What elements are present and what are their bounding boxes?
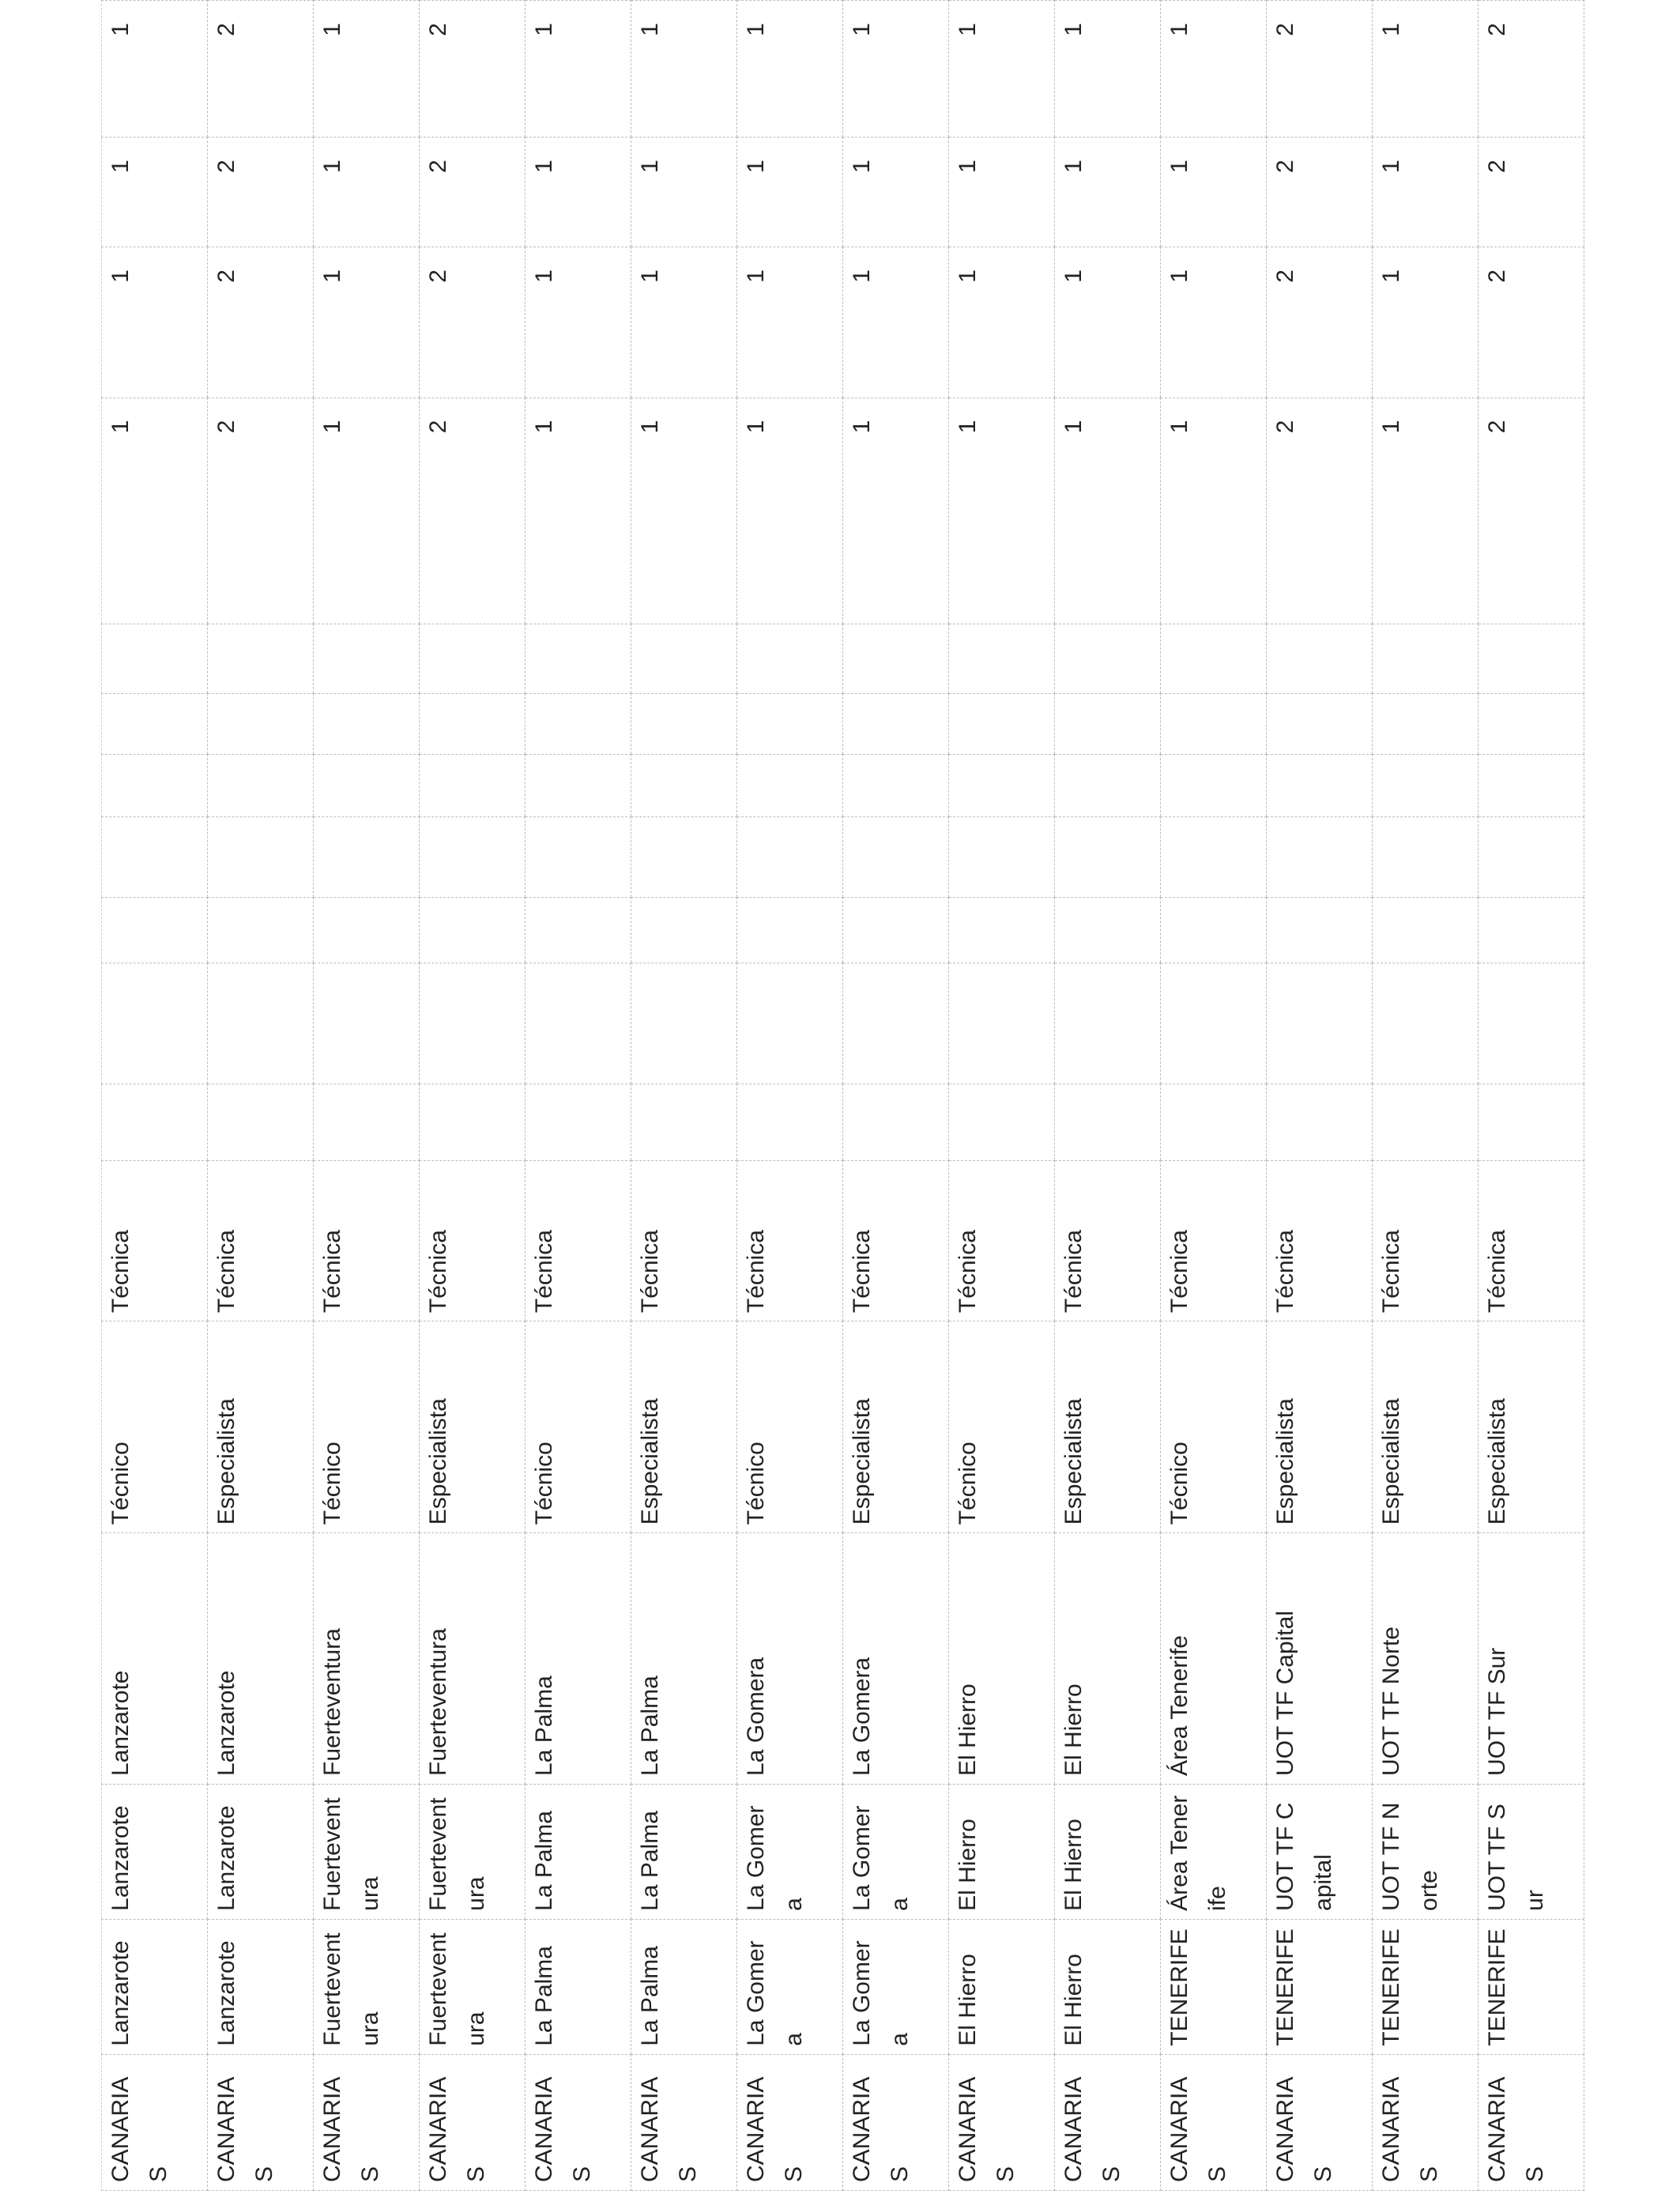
- type-cell: Técnica: [737, 1160, 843, 1321]
- empty-cell: [420, 963, 525, 1084]
- unit-cell: Área Tenerife: [1161, 1533, 1267, 1785]
- empty-cell: [1478, 624, 1584, 693]
- category-cell: Especialista: [1478, 1321, 1584, 1533]
- empty-cell: [1267, 897, 1373, 963]
- unit-cell: UOT TF Capital: [1267, 1533, 1373, 1785]
- unit-cell: UOT TF Norte: [1373, 1533, 1478, 1785]
- empty-cell: [102, 1084, 208, 1160]
- value-cell-4: 1: [1055, 1, 1161, 138]
- empty-cell: [420, 1084, 525, 1160]
- unit-cell: La Palma: [525, 1533, 631, 1785]
- empty-cell: [1055, 693, 1161, 754]
- table-row: [737, 1, 843, 2191]
- value-cell-2: 1: [1373, 247, 1478, 398]
- value-cell-3: 2: [208, 138, 314, 247]
- empty-cell: [1478, 963, 1584, 1084]
- empty-cell: [1267, 754, 1373, 817]
- table-row: [420, 1, 525, 2191]
- empty-cell: [843, 1084, 949, 1160]
- value-cell-3: 2: [420, 138, 525, 247]
- area-cell: Fuerteventura: [420, 1784, 525, 1919]
- unit-cell: La Palma: [631, 1533, 737, 1785]
- empty-cell: [631, 624, 737, 693]
- empty-cell: [1478, 1084, 1584, 1160]
- empty-cell: [843, 754, 949, 817]
- category-cell: Técnico: [102, 1321, 208, 1533]
- empty-cell: [102, 693, 208, 754]
- type-cell: Técnica: [1373, 1160, 1478, 1321]
- island-cell: Lanzarote: [102, 1919, 208, 2054]
- empty-cell: [631, 897, 737, 963]
- empty-cell: [102, 897, 208, 963]
- empty-cell: [1373, 897, 1478, 963]
- value-cell-3: 1: [102, 138, 208, 247]
- region-cell: CANARIAS: [102, 2054, 208, 2190]
- empty-cell: [1373, 817, 1478, 897]
- empty-cell: [420, 817, 525, 897]
- empty-cell: [420, 693, 525, 754]
- value-cell-2: 2: [1267, 247, 1373, 398]
- empty-cell: [314, 624, 420, 693]
- value-cell-4: 2: [208, 1, 314, 138]
- empty-cell: [737, 897, 843, 963]
- empty-cell: [525, 624, 631, 693]
- area-cell: La Palma: [631, 1784, 737, 1919]
- area-cell: El Hierro: [1055, 1784, 1161, 1919]
- empty-cell: [843, 963, 949, 1084]
- empty-cell: [1373, 693, 1478, 754]
- empty-cell: [631, 754, 737, 817]
- value-cell-1: 1: [1055, 398, 1161, 624]
- area-cell: Fuerteventura: [314, 1784, 420, 1919]
- type-cell: Técnica: [102, 1160, 208, 1321]
- value-cell-4: 1: [843, 1, 949, 138]
- region-cell: CANARIAS: [1055, 2054, 1161, 2190]
- area-cell: UOT TF Capital: [1267, 1784, 1373, 1919]
- type-cell: Técnica: [1478, 1160, 1584, 1321]
- area-cell: Lanzarote: [102, 1784, 208, 1919]
- value-cell-1: 2: [1478, 398, 1584, 624]
- table-row: [1478, 1, 1584, 2191]
- empty-cell: [1055, 754, 1161, 817]
- unit-cell: La Gomera: [843, 1533, 949, 1785]
- empty-cell: [1267, 1084, 1373, 1160]
- region-cell: CANARIAS: [1161, 2054, 1267, 2190]
- island-cell: La Palma: [525, 1919, 631, 2054]
- value-cell-4: 2: [1478, 1, 1584, 138]
- island-cell: La Gomera: [737, 1919, 843, 2054]
- region-cell: CANARIAS: [1478, 2054, 1584, 2190]
- table-row: [949, 1, 1055, 2191]
- empty-cell: [737, 1084, 843, 1160]
- unit-cell: UOT TF Sur: [1478, 1533, 1584, 1785]
- region-cell: CANARIAS: [525, 2054, 631, 2190]
- value-cell-3: 1: [631, 138, 737, 247]
- empty-cell: [737, 693, 843, 754]
- empty-cell: [102, 963, 208, 1084]
- value-cell-2: 2: [420, 247, 525, 398]
- empty-cell: [1161, 817, 1267, 897]
- table-row: [1373, 1, 1478, 2191]
- region-cell: CANARIAS: [314, 2054, 420, 2190]
- unit-cell: El Hierro: [949, 1533, 1055, 1785]
- empty-cell: [1055, 624, 1161, 693]
- value-cell-3: 2: [1478, 138, 1584, 247]
- value-cell-4: 2: [1267, 1, 1373, 138]
- category-cell: Especialista: [420, 1321, 525, 1533]
- type-cell: Técnica: [420, 1160, 525, 1321]
- empty-cell: [525, 1084, 631, 1160]
- empty-cell: [102, 817, 208, 897]
- empty-cell: [525, 897, 631, 963]
- value-cell-2: 1: [1161, 247, 1267, 398]
- empty-cell: [208, 817, 314, 897]
- area-cell: UOT TF Norte: [1373, 1784, 1478, 1919]
- empty-cell: [1373, 624, 1478, 693]
- value-cell-4: 1: [525, 1, 631, 138]
- empty-cell: [1478, 754, 1584, 817]
- island-cell: El Hierro: [1055, 1919, 1161, 2054]
- empty-cell: [1161, 1084, 1267, 1160]
- empty-cell: [1161, 897, 1267, 963]
- table-row: [1267, 1, 1373, 2191]
- type-cell: Técnica: [631, 1160, 737, 1321]
- category-cell: Especialista: [1267, 1321, 1373, 1533]
- island-cell: La Gomera: [843, 1919, 949, 2054]
- type-cell: Técnica: [1161, 1160, 1267, 1321]
- empty-cell: [737, 963, 843, 1084]
- value-cell-1: 1: [949, 398, 1055, 624]
- empty-cell: [1478, 693, 1584, 754]
- empty-cell: [1373, 963, 1478, 1084]
- value-cell-4: 1: [1373, 1, 1478, 138]
- category-cell: Especialista: [1373, 1321, 1478, 1533]
- empty-cell: [525, 817, 631, 897]
- value-cell-3: 1: [525, 138, 631, 247]
- table-row: [525, 1, 631, 2191]
- area-cell: Lanzarote: [208, 1784, 314, 1919]
- empty-cell: [1267, 963, 1373, 1084]
- empty-cell: [420, 624, 525, 693]
- category-cell: Especialista: [631, 1321, 737, 1533]
- empty-cell: [1055, 817, 1161, 897]
- value-cell-1: 2: [1267, 398, 1373, 624]
- area-cell: La Gomera: [843, 1784, 949, 1919]
- category-cell: Especialista: [1055, 1321, 1161, 1533]
- category-cell: Técnico: [314, 1321, 420, 1533]
- category-cell: Técnico: [525, 1321, 631, 1533]
- value-cell-3: 1: [949, 138, 1055, 247]
- empty-cell: [843, 817, 949, 897]
- island-cell: Fuerteventura: [314, 1919, 420, 2054]
- value-cell-1: 1: [102, 398, 208, 624]
- empty-cell: [949, 693, 1055, 754]
- empty-cell: [1161, 963, 1267, 1084]
- empty-cell: [102, 754, 208, 817]
- type-cell: Técnica: [1055, 1160, 1161, 1321]
- value-cell-2: 2: [208, 247, 314, 398]
- value-cell-1: 1: [631, 398, 737, 624]
- region-cell: CANARIAS: [949, 2054, 1055, 2190]
- value-cell-1: 2: [208, 398, 314, 624]
- region-cell: CANARIAS: [420, 2054, 525, 2190]
- empty-cell: [1267, 624, 1373, 693]
- value-cell-3: 1: [1161, 138, 1267, 247]
- empty-cell: [420, 897, 525, 963]
- area-cell: Área Tenerife: [1161, 1784, 1267, 1919]
- region-cell: CANARIAS: [737, 2054, 843, 2190]
- empty-cell: [314, 693, 420, 754]
- empty-cell: [1161, 693, 1267, 754]
- area-cell: El Hierro: [949, 1784, 1055, 1919]
- category-cell: Especialista: [208, 1321, 314, 1533]
- value-cell-1: 2: [420, 398, 525, 624]
- region-cell: CANARIAS: [631, 2054, 737, 2190]
- empty-cell: [314, 817, 420, 897]
- empty-cell: [737, 624, 843, 693]
- value-cell-2: 1: [737, 247, 843, 398]
- value-cell-4: 2: [420, 1, 525, 138]
- empty-cell: [314, 754, 420, 817]
- empty-cell: [631, 1084, 737, 1160]
- empty-cell: [631, 963, 737, 1084]
- island-cell: TENERIFE: [1267, 1919, 1373, 2054]
- area-cell: La Palma: [525, 1784, 631, 1919]
- empty-cell: [737, 754, 843, 817]
- unit-cell: Lanzarote: [102, 1533, 208, 1785]
- empty-cell: [949, 817, 1055, 897]
- value-cell-4: 1: [631, 1, 737, 138]
- value-cell-2: 1: [1055, 247, 1161, 398]
- unit-cell: Fuerteventura: [314, 1533, 420, 1785]
- value-cell-1: 1: [1161, 398, 1267, 624]
- empty-cell: [525, 754, 631, 817]
- empty-cell: [208, 897, 314, 963]
- region-cell: CANARIAS: [1267, 2054, 1373, 2190]
- island-cell: El Hierro: [949, 1919, 1055, 2054]
- empty-cell: [1161, 624, 1267, 693]
- empty-cell: [102, 624, 208, 693]
- island-cell: La Palma: [631, 1919, 737, 2054]
- table-row: [1161, 1, 1267, 2191]
- island-cell: Fuerteventura: [420, 1919, 525, 2054]
- empty-cell: [1055, 897, 1161, 963]
- empty-cell: [1478, 817, 1584, 897]
- type-cell: Técnica: [314, 1160, 420, 1321]
- empty-cell: [208, 1084, 314, 1160]
- empty-cell: [949, 624, 1055, 693]
- table-row: [208, 1, 314, 2191]
- value-cell-2: 1: [949, 247, 1055, 398]
- empty-cell: [1055, 963, 1161, 1084]
- table-row: [631, 1, 737, 2191]
- value-cell-3: 1: [314, 138, 420, 247]
- value-cell-1: 1: [525, 398, 631, 624]
- region-cell: CANARIAS: [1373, 2054, 1478, 2190]
- table-row: [102, 1, 208, 2191]
- empty-cell: [631, 693, 737, 754]
- staffing-table: [101, 0, 1584, 2191]
- island-cell: Lanzarote: [208, 1919, 314, 2054]
- island-cell: TENERIFE: [1478, 1919, 1584, 2054]
- value-cell-4: 1: [949, 1, 1055, 138]
- empty-cell: [208, 963, 314, 1084]
- island-cell: TENERIFE: [1373, 1919, 1478, 2054]
- empty-cell: [1478, 897, 1584, 963]
- value-cell-2: 2: [1478, 247, 1584, 398]
- type-cell: Técnica: [208, 1160, 314, 1321]
- empty-cell: [949, 754, 1055, 817]
- value-cell-4: 1: [314, 1, 420, 138]
- empty-cell: [631, 817, 737, 897]
- value-cell-3: 1: [843, 138, 949, 247]
- table-row: [314, 1, 420, 2191]
- category-cell: Técnico: [949, 1321, 1055, 1533]
- empty-cell: [525, 963, 631, 1084]
- unit-cell: La Gomera: [737, 1533, 843, 1785]
- value-cell-4: 1: [1161, 1, 1267, 138]
- empty-cell: [1373, 1084, 1478, 1160]
- value-cell-1: 1: [737, 398, 843, 624]
- empty-cell: [314, 897, 420, 963]
- type-cell: Técnica: [525, 1160, 631, 1321]
- empty-cell: [843, 693, 949, 754]
- value-cell-3: 1: [1373, 138, 1478, 247]
- empty-cell: [1267, 693, 1373, 754]
- category-cell: Técnico: [1161, 1321, 1267, 1533]
- empty-cell: [949, 963, 1055, 1084]
- empty-cell: [1373, 754, 1478, 817]
- category-cell: Especialista: [843, 1321, 949, 1533]
- value-cell-1: 1: [843, 398, 949, 624]
- region-cell: CANARIAS: [208, 2054, 314, 2190]
- empty-cell: [1055, 1084, 1161, 1160]
- region-cell: CANARIAS: [843, 2054, 949, 2190]
- empty-cell: [949, 1084, 1055, 1160]
- empty-cell: [208, 754, 314, 817]
- value-cell-2: 1: [314, 247, 420, 398]
- value-cell-2: 1: [631, 247, 737, 398]
- value-cell-3: 1: [1055, 138, 1161, 247]
- area-cell: UOT TF Sur: [1478, 1784, 1584, 1919]
- empty-cell: [525, 693, 631, 754]
- value-cell-2: 1: [843, 247, 949, 398]
- value-cell-2: 1: [525, 247, 631, 398]
- unit-cell: Lanzarote: [208, 1533, 314, 1785]
- empty-cell: [314, 963, 420, 1084]
- empty-cell: [843, 897, 949, 963]
- island-cell: TENERIFE: [1161, 1919, 1267, 2054]
- type-cell: Técnica: [1267, 1160, 1373, 1321]
- area-cell: La Gomera: [737, 1784, 843, 1919]
- empty-cell: [1267, 817, 1373, 897]
- value-cell-4: 1: [737, 1, 843, 138]
- empty-cell: [1161, 754, 1267, 817]
- empty-cell: [314, 1084, 420, 1160]
- empty-cell: [420, 754, 525, 817]
- table-row: [843, 1, 949, 2191]
- table-row: [1055, 1, 1161, 2191]
- unit-cell: Fuerteventura: [420, 1533, 525, 1785]
- empty-cell: [737, 817, 843, 897]
- empty-cell: [208, 624, 314, 693]
- empty-cell: [208, 693, 314, 754]
- value-cell-3: 1: [737, 138, 843, 247]
- category-cell: Técnico: [737, 1321, 843, 1533]
- empty-cell: [949, 897, 1055, 963]
- value-cell-1: 1: [314, 398, 420, 624]
- value-cell-2: 1: [102, 247, 208, 398]
- value-cell-4: 1: [102, 1, 208, 138]
- unit-cell: El Hierro: [1055, 1533, 1161, 1785]
- type-cell: Técnica: [949, 1160, 1055, 1321]
- value-cell-3: 2: [1267, 138, 1373, 247]
- type-cell: Técnica: [843, 1160, 949, 1321]
- empty-cell: [843, 624, 949, 693]
- value-cell-1: 1: [1373, 398, 1478, 624]
- staffing-table-body: [102, 1, 1584, 2191]
